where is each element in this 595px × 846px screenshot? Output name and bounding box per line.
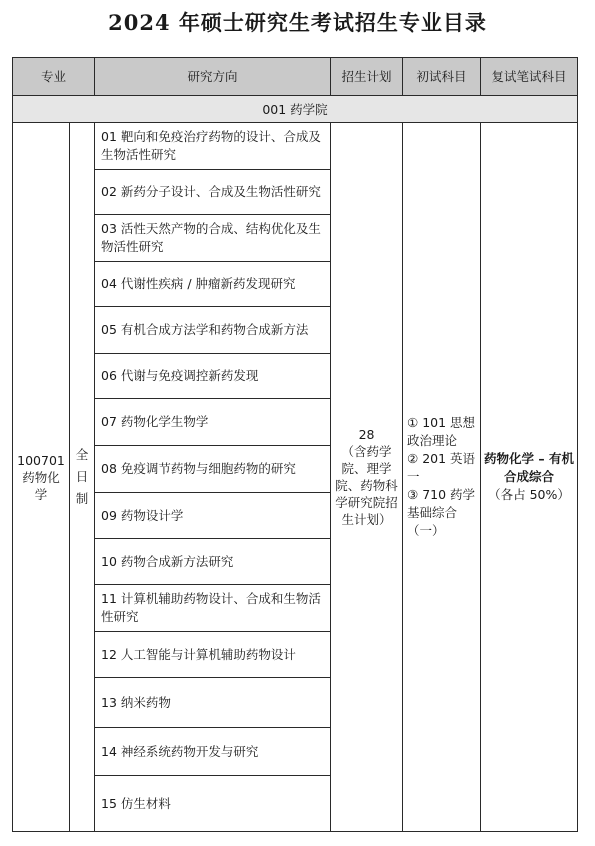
exam-subject: ③ 710 药学基础综合（一）: [407, 487, 476, 538]
plan-note: （含药学院、理学院、药物科学研究院招生计划）: [335, 444, 398, 527]
major-cell: [13, 123, 70, 832]
research-direction: 14 神经系统药物开发与研究: [95, 728, 331, 776]
catalog-table: [12, 57, 578, 832]
research-direction: 08 免疫调节药物与细胞药物的研究: [95, 446, 331, 493]
research-direction: 01 靶向和免疫治疗药物的设计、合成及生物活性研究: [95, 123, 331, 170]
research-direction: 15 仿生材料: [95, 776, 331, 832]
college-name: 001 药学院: [13, 96, 578, 123]
research-direction: 07 药物化学生物学: [95, 399, 331, 446]
study-form: 全日制: [75, 447, 89, 506]
research-direction: 03 活性天然产物的合成、结构优化及生物活性研究: [95, 215, 331, 262]
major-name: 药物化学: [22, 469, 60, 502]
exam-subject: ① 101 思想政治理论: [407, 415, 476, 448]
research-direction: 12 人工智能与计算机辅助药物设计: [95, 632, 331, 678]
header-exam: 初试科目: [403, 58, 481, 96]
research-direction: 09 药物设计学: [95, 493, 331, 539]
header-direction: 研究方向: [95, 58, 331, 96]
research-direction: 11 计算机辅助药物设计、合成和生物活性研究: [95, 585, 331, 632]
major-code: 100701: [17, 452, 65, 468]
exam-subjects-cell: [403, 123, 481, 832]
study-form-cell: [70, 123, 95, 832]
retest-weight: （各占 50%）: [488, 487, 570, 502]
header-row: [13, 58, 578, 96]
research-direction: 10 药物合成新方法研究: [95, 539, 331, 585]
plan-count: 28: [358, 427, 375, 442]
page-title: 2024 年硕士研究生考试招生专业目录: [108, 10, 487, 35]
retest-cell: [481, 123, 578, 832]
header-major: 专业: [13, 58, 95, 96]
research-direction: 05 有机合成方法学和药物合成新方法: [95, 307, 331, 354]
exam-subject: ② 201 英语一: [407, 451, 476, 484]
research-direction: 02 新药分子设计、合成及生物活性研究: [95, 170, 331, 215]
retest-subject: 药物化学 – 有机合成综合: [484, 451, 574, 484]
college-row: [13, 96, 578, 123]
plan-cell: [331, 123, 403, 832]
research-direction: 06 代谢与免疫调控新药发现: [95, 354, 331, 399]
direction-row: [13, 123, 578, 170]
header-retest: 复试笔试科目: [481, 58, 578, 96]
research-direction: 13 纳米药物: [95, 678, 331, 728]
header-plan: 招生计划: [331, 58, 403, 96]
research-direction: 04 代谢性疾病 / 肿瘤新药发现研究: [95, 262, 331, 307]
